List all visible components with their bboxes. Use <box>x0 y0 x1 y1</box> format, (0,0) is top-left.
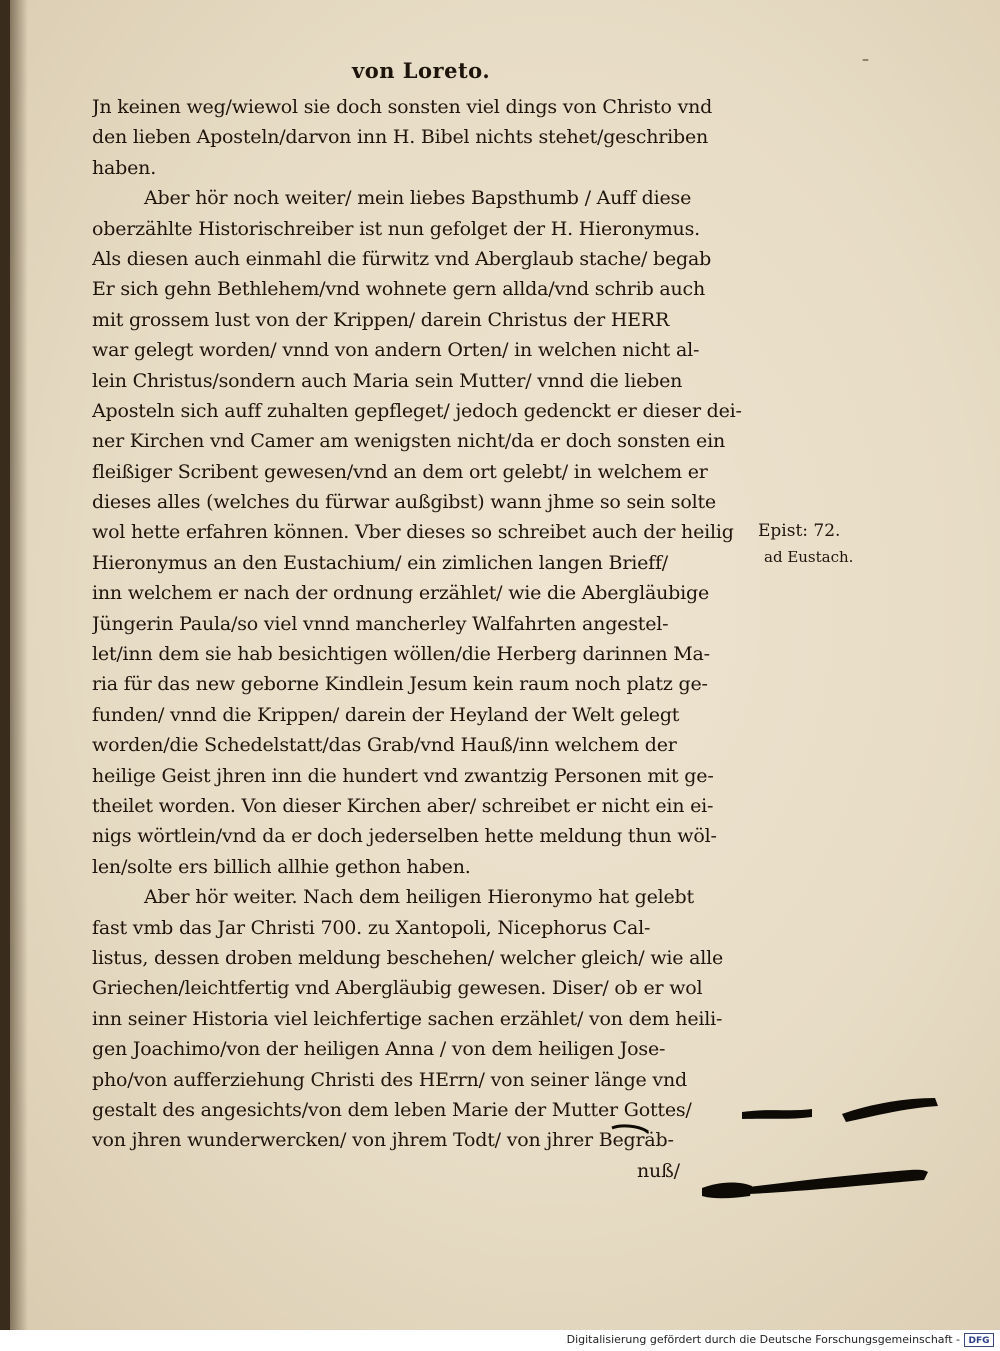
text-line: Aposteln sich auff zuhalten gepfleget/ jedoch gedenckt er dieser dei- <box>92 399 742 422</box>
corner-mark: – <box>862 52 869 68</box>
text-line: fast vmb das Jar Christi 700. zu Xantopoli, Nicephorus Cal- <box>92 916 651 939</box>
text-line: von jhren wunderwercken/ von jhrem Todt/ von jhrer Begräb- <box>92 1129 674 1152</box>
text-line: Griechen/leichtfertig vnd Abergläubig gewesen. Diser/ ob er wol <box>92 977 703 1000</box>
text-line: lein Christus/sondern auch Maria sein Mutter/ vnnd die lieben <box>92 369 683 392</box>
dfg-logo: DFG <box>964 1333 994 1347</box>
text-line: war gelegt worden/ vnnd von andern Orten/ in welchen nicht al- <box>92 339 700 362</box>
text-line: mit grossem lust von der Krippen/ darein Christus der HERR <box>92 308 670 331</box>
text-line: ner Kirchen vnd Camer am wenigsten nicht/da er doch sonsten ein <box>92 430 725 453</box>
text-line: Hieronymus an den Eustachium/ ein zimlichen langen Brieff/ <box>92 551 668 574</box>
margin-note-line: Epist: 72. <box>758 521 841 541</box>
text-line: Jn keinen weg/wiewol sie doch sonsten viel dings von Christo vnd <box>92 96 713 118</box>
text-line: Er sich gehn Bethlehem/vnd wohnete gern allda/vnd schrib auch <box>92 278 706 301</box>
text-line: Aber hör noch weiter/ mein liebes Bapsthumb / Auff diese <box>144 187 692 210</box>
margin-note <box>758 518 853 570</box>
text-line: fleißiger Scribent gewesen/vnd an dem ort gelebt/ in welchem er <box>92 460 708 483</box>
footer-bar <box>0 1330 1000 1351</box>
text-line: nuß/ <box>637 1159 680 1182</box>
text-line: heilige Geist jhren inn die hundert vnd zwantzig Personen mit ge- <box>92 764 714 787</box>
text-line: funden/ vnnd die Krippen/ darein der Heyland der Welt gelegt <box>92 703 680 726</box>
text-line: gen Joachimo/von der heiligen Anna / von dem heiligen Jose- <box>92 1038 666 1061</box>
binding-edge <box>0 0 10 1330</box>
text-line: worden/die Schedelstatt/das Grab/vnd Hauß/inn welchem der <box>92 734 677 757</box>
text-line: pho/von aufferziehung Christi des HErrn/ von seiner länge vnd <box>92 1068 687 1091</box>
text-line: oberzählte Historischreiber ist nun gefolget der H. Hieronymus. <box>92 217 700 240</box>
text-line: haben. <box>92 156 157 179</box>
text-line: nigs wörtlein/vnd da er doch jederselben hette meldung thun wöl- <box>92 825 717 848</box>
spine-shadow <box>10 0 28 1330</box>
text-line: dieses alles (welches du fürwar außgibst) wann jhme so sein solte <box>92 491 716 514</box>
text-line: Aber hör weiter. Nach dem heiligen Hieronymo hat gelebt <box>144 886 694 909</box>
text-line: theilet worden. Von dieser Kirchen aber/ schreibet er nicht ein ei- <box>92 794 714 817</box>
funding-notice: Digitalisierung gefördert durch die Deutsche Forschungsgemeinschaft - <box>566 1333 960 1346</box>
body-text <box>92 92 760 1186</box>
text-line: inn seiner Historia viel leichfertige sachen erzählet/ von dem heili- <box>92 1007 723 1030</box>
running-head: von Loreto. <box>352 58 491 83</box>
text-line: inn welchem er nach der ordnung erzählet/ wie die Abergläubige <box>92 582 710 605</box>
text-line: Jüngerin Paula/so viel vnnd mancherley Walfahrten angestel- <box>92 612 669 635</box>
text-line: len/solte ers billich allhie gethon haben. <box>92 855 471 878</box>
text-line: ria für das new geborne Kindlein Jesum kein raum noch platz ge- <box>92 673 708 696</box>
text-line: gestalt des angesichts/von dem leben Marie der Mutter Gottes/ <box>92 1098 692 1121</box>
text-line: den lieben Aposteln/darvon inn H. Bibel nichts stehet/geschriben <box>92 126 709 149</box>
text-line: wol hette erfahren können. Vber dieses so schreibet auch der heilig <box>92 521 734 544</box>
text-line: Als diesen auch einmahl die fürwitz vnd Aberglaub stache/ begab <box>92 247 712 270</box>
text-line: let/inn dem sie hab besichtigen wöllen/die Herberg darinnen Ma- <box>92 643 710 666</box>
margin-note-line: ad Eustach. <box>764 548 854 566</box>
text-line: listus, dessen droben meldung beschehen/ welcher gleich/ wie alle <box>92 946 724 969</box>
